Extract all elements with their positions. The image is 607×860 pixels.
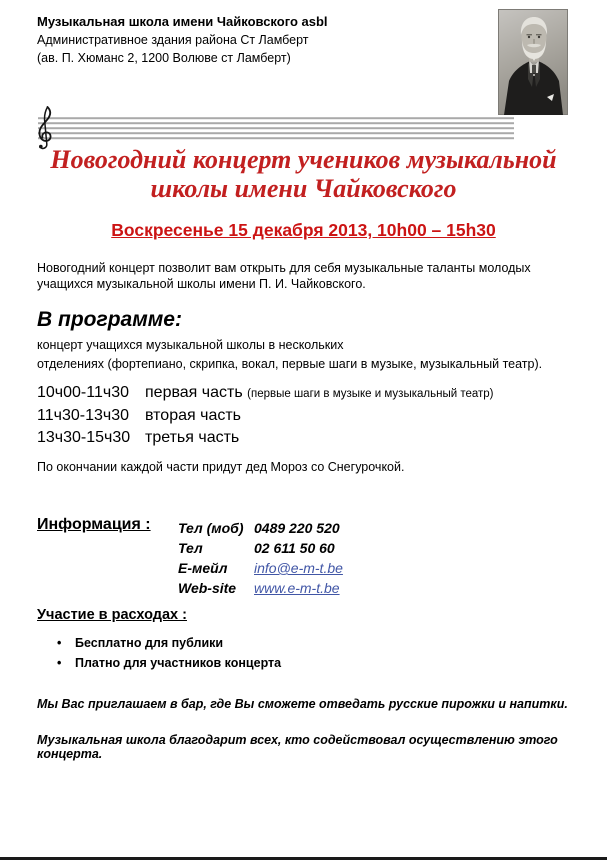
closing-line-1: Мы Вас приглашаем в бар, где Вы сможете отведать русские пирожки и напитки. <box>37 697 568 711</box>
program-description <box>37 336 585 373</box>
info-value: 0489 220 520 <box>254 520 340 536</box>
website-link[interactable]: www.e-m-t.be <box>254 580 340 596</box>
title-line-1: Новогодний концерт учеников музыкальной <box>50 145 557 174</box>
schedule <box>37 382 494 449</box>
info-row <box>178 558 343 578</box>
date-line: Воскресенье 15 декабря 2013, 10h00 – 15h30 <box>111 220 496 240</box>
time-cell: 11ч30-13ч30 <box>37 407 129 424</box>
address-line-1: Административное здания района Ст Ламберт <box>37 33 309 47</box>
program-description-line-1: концерт учащихся музыкальной школы в нескольких <box>37 338 344 352</box>
closing-line-2: Музыкальная школа благодарит всех, кто содействовал осуществлению этого концерта. <box>37 733 558 761</box>
bullet-item <box>57 634 281 654</box>
email-link[interactable]: info@e-m-t.be <box>254 560 343 576</box>
info-label: Тел <box>178 540 203 556</box>
school-name: Музыкальная школа имени Чайковского asbl <box>37 14 328 29</box>
info-label: Е-мейл <box>178 560 228 576</box>
info-row <box>178 538 343 558</box>
part-cell: третья часть <box>145 429 240 446</box>
bullet-icon: • <box>57 655 62 670</box>
time-cell: 10ч00-11ч30 <box>37 384 129 401</box>
note-cell: (первые шаги в музыке и музыкальный театр) <box>247 388 494 400</box>
bullet-icon: • <box>57 636 62 650</box>
part-cell: вторая часть <box>145 407 241 424</box>
info-label: Тел (моб) <box>178 520 244 536</box>
program-description-line-2: отделениях (фортепиано, скрипка, вокал, первые шаги в музыке, музыкальный театр). <box>37 356 543 371</box>
participation-heading: Участие в расходах : <box>37 607 187 623</box>
bullet-item <box>57 654 281 674</box>
info-label: Web-site <box>178 580 237 596</box>
program-heading: В программе: <box>37 308 182 331</box>
time-cell: 13ч30-15ч30 <box>37 429 131 446</box>
intro-paragraph: Новогодний концерт позволит вам открыть для себя музыкальные таланты молодых учащихся музыкальной школы имени П. И. Чайковского. <box>37 261 531 291</box>
tchaikovsky-photo <box>498 9 568 115</box>
santa-footnote: По окончании каждой части придут дед Мороз со Снегурочкой. <box>37 460 405 474</box>
info-row <box>178 578 343 598</box>
bullet-label: Бесплатно для публики <box>75 636 224 650</box>
info-row <box>178 518 343 538</box>
concert-title <box>0 145 607 203</box>
bullet-label: Платно для участников концерта <box>75 655 282 670</box>
title-line-2: школы имени Чайковского <box>150 174 457 203</box>
bullet-list <box>57 634 281 673</box>
schedule-row <box>37 382 494 405</box>
info-table <box>178 518 343 598</box>
info-heading: Информация : <box>37 516 151 533</box>
schedule-row <box>37 405 494 427</box>
part-cell: первая часть <box>145 384 243 401</box>
schedule-row <box>37 427 494 449</box>
address-line-2: (ав. П. Хюманс 2, 1200 Волюве ст Ламберт) <box>37 51 291 65</box>
header-block <box>37 13 328 67</box>
info-value: 02 611 50 60 <box>254 540 335 556</box>
